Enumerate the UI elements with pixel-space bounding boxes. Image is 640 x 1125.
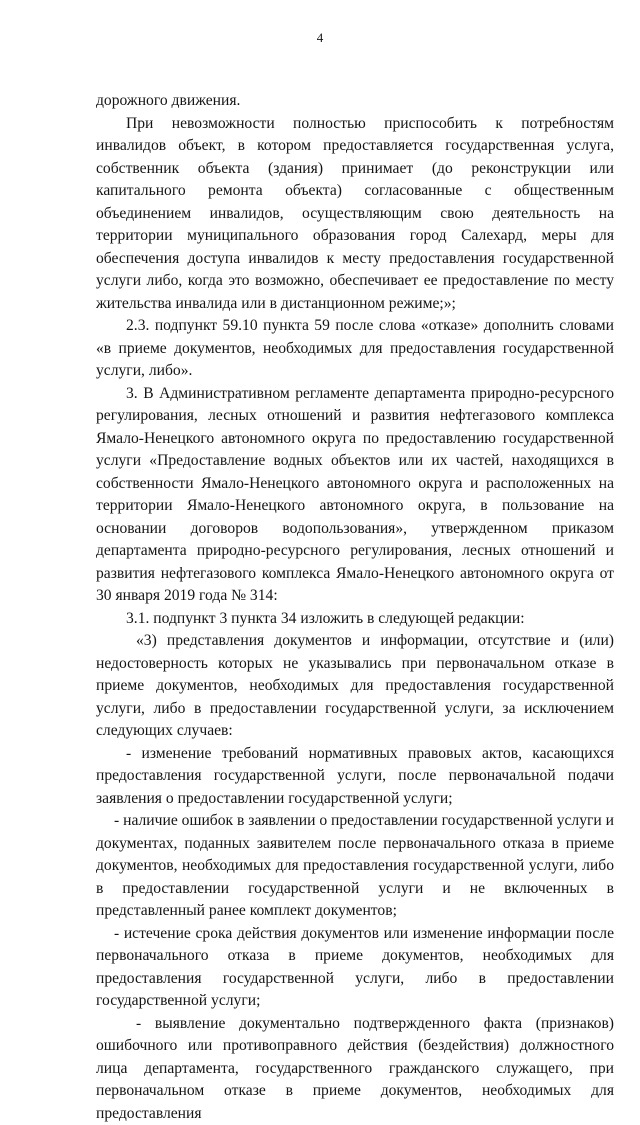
list-item-unlawful-action: - выявление документально подтвержденного факта (признаков) ошибочного или противоправного действия (бездействия) должностного лица департамента, государственного гражданского служащего, при первоначальном отказе в приеме документов, необходимых для предоставления: [96, 1013, 614, 1125]
paragraph-2-3: 2.3. подпункт 59.10 пункта 59 после слова «отказе» дополнить словами «в приеме документов, необходимых для предоставления государственной услуги, либо».: [96, 315, 614, 383]
paragraph-continuation: дорожного движения.: [96, 90, 614, 113]
paragraph-accessibility: При невозможности полностью приспособить к потребностям инвалидов объект, в котором предоставляется государственная услуга, собственник объекта (здания) принимает (до реконструкции или капитального ремонта объекта) согласованные с общественным объединением инвалидов, осуществляющим свою деятельность на территории муниципального образования город Салехард, меры для обеспечения доступа инвалидов к месту предоставления государственной услуги либо, когда это возможно, обеспечивает ее предоставление по месту жительства инвалида или в дистанционном режиме;»;: [96, 113, 614, 316]
list-item-errors-in-application: - наличие ошибок в заявлении о предоставлении государственной услуги и документах, поданных заявителем после первоначального отказа в приеме документов, необходимых для предоставления государственной услуги, либо в предоставлении государственной услуги и не включенных в представленный ранее комплект документов;: [96, 810, 614, 923]
paragraph-3-1: 3.1. подпункт 3 пункта 34 изложить в следующей редакции:: [96, 608, 614, 631]
paragraph-item-3: «3) представления документов и информации, отсутствие и (или) недостоверность которых не указывались при первоначальном отказе в приеме документов, необходимых для предоставления государственной услуги, либо в предоставлении государственной услуги, за исключением следующих случаев:: [96, 630, 614, 743]
document-body: [96, 90, 614, 1125]
list-item-document-expiry: - истечение срока действия документов или изменение информации после первоначального отказа в приеме документов, необходимых для предоставления государственной услуги, либо в предоставлении государственной услуги;: [96, 923, 614, 1013]
paragraph-3: 3. В Административном регламенте департамента природно-ресурсного регулирования, лесных отношений и развития нефтегазового комплекса Ямало-Ненецкого автономного округа по предоставлению государственной услуги «Предоставление водных объектов или их частей, находящихся в собственности Ямало-Ненецкого автономного округа и расположенных на территории Ямало-Ненецкого автономного округа, в пользование на основании договоров водопользования», утвержденном приказом департамента природно-ресурсного регулирования, лесных отношений и развития нефтегазового комплекса Ямало-Ненецкого автономного округа от 30 января 2019 года № 314:: [96, 383, 614, 608]
list-item-requirements-change: - изменение требований нормативных правовых актов, касающихся предоставления государственной услуги, после первоначальной подачи заявления о предоставлении государственной услуги;: [96, 743, 614, 811]
page-number: 4: [0, 30, 640, 46]
